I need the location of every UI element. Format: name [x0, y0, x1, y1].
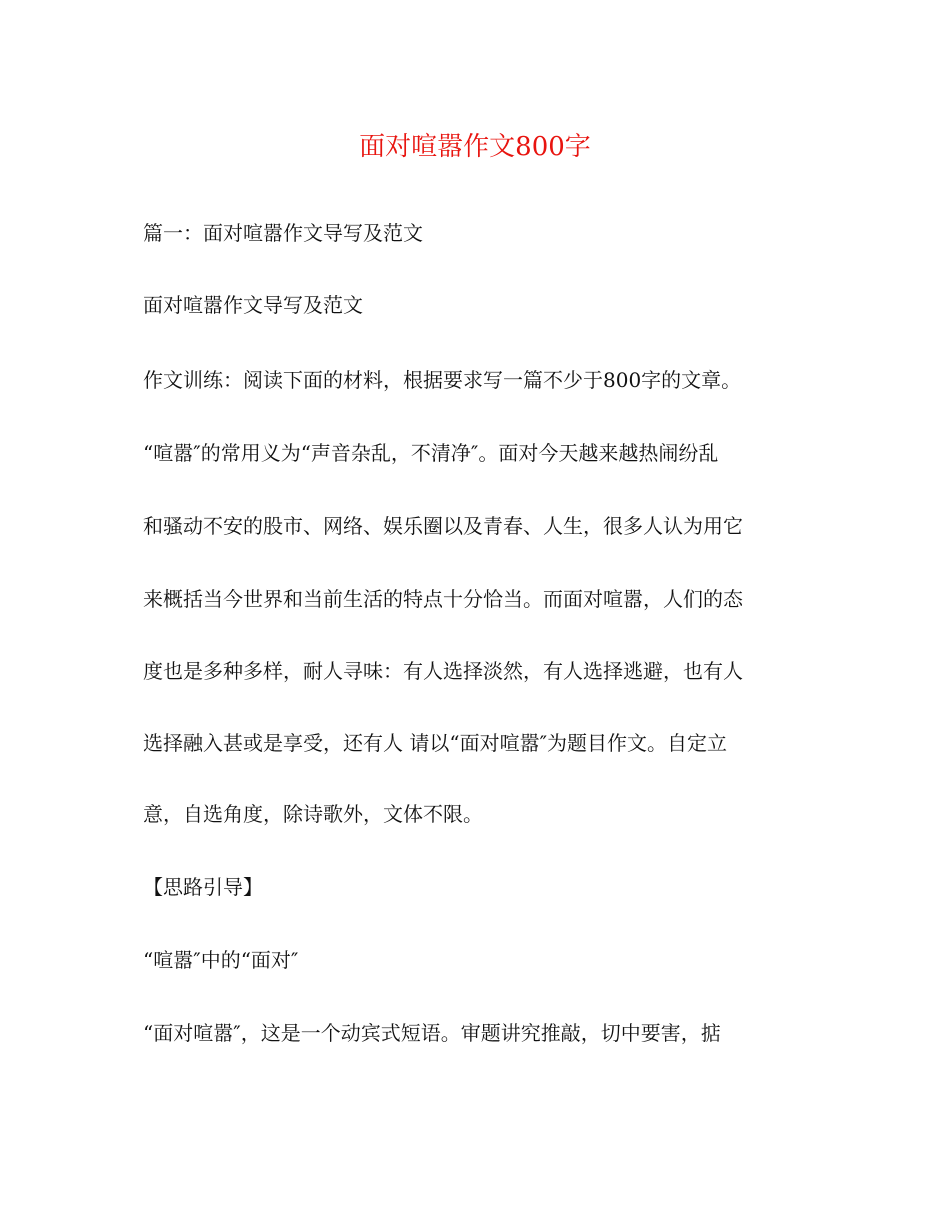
- paragraph-line: 度也是多种多样，耐人寻味：有人选择淡然，有人选择逃避，也有人: [143, 659, 743, 683]
- paragraph-line: 来概括当今世界和当前生活的特点十分恰当。而面对喧嚣，人们的态: [143, 587, 743, 611]
- document-title: 面对喧嚣作文800字: [359, 132, 591, 162]
- paragraph-line: 作文训练：阅读下面的材料，根据要求写一篇不少于800字的文章。: [143, 368, 742, 392]
- section-label: 【思路引导】: [143, 875, 263, 899]
- section-heading: 篇一：面对喧嚣作文导写及范文: [143, 221, 423, 245]
- paragraph-line: 和骚动不安的股市、网络、娱乐圈以及青春、人生，很多人认为用它: [143, 514, 743, 538]
- subheading: 面对喧嚣作文导写及范文: [143, 293, 363, 317]
- paragraph-line: “喧嚣″的常用义为“声音杂乱，不清净″。面对今天越来越热闹纷乱: [143, 441, 719, 465]
- paragraph-line: “面对喧嚣″，这是一个动宾式短语。审题讲究推敲，切中要害，掂: [143, 1021, 721, 1045]
- paragraph-line: 选择融入甚或是享受，还有人 请以“面对喧嚣″为题目作文。自定立: [143, 731, 728, 755]
- subheading: “喧嚣″中的“面对″: [143, 948, 299, 972]
- paragraph-line: 意，自选角度，除诗歌外，文体不限。: [143, 802, 483, 826]
